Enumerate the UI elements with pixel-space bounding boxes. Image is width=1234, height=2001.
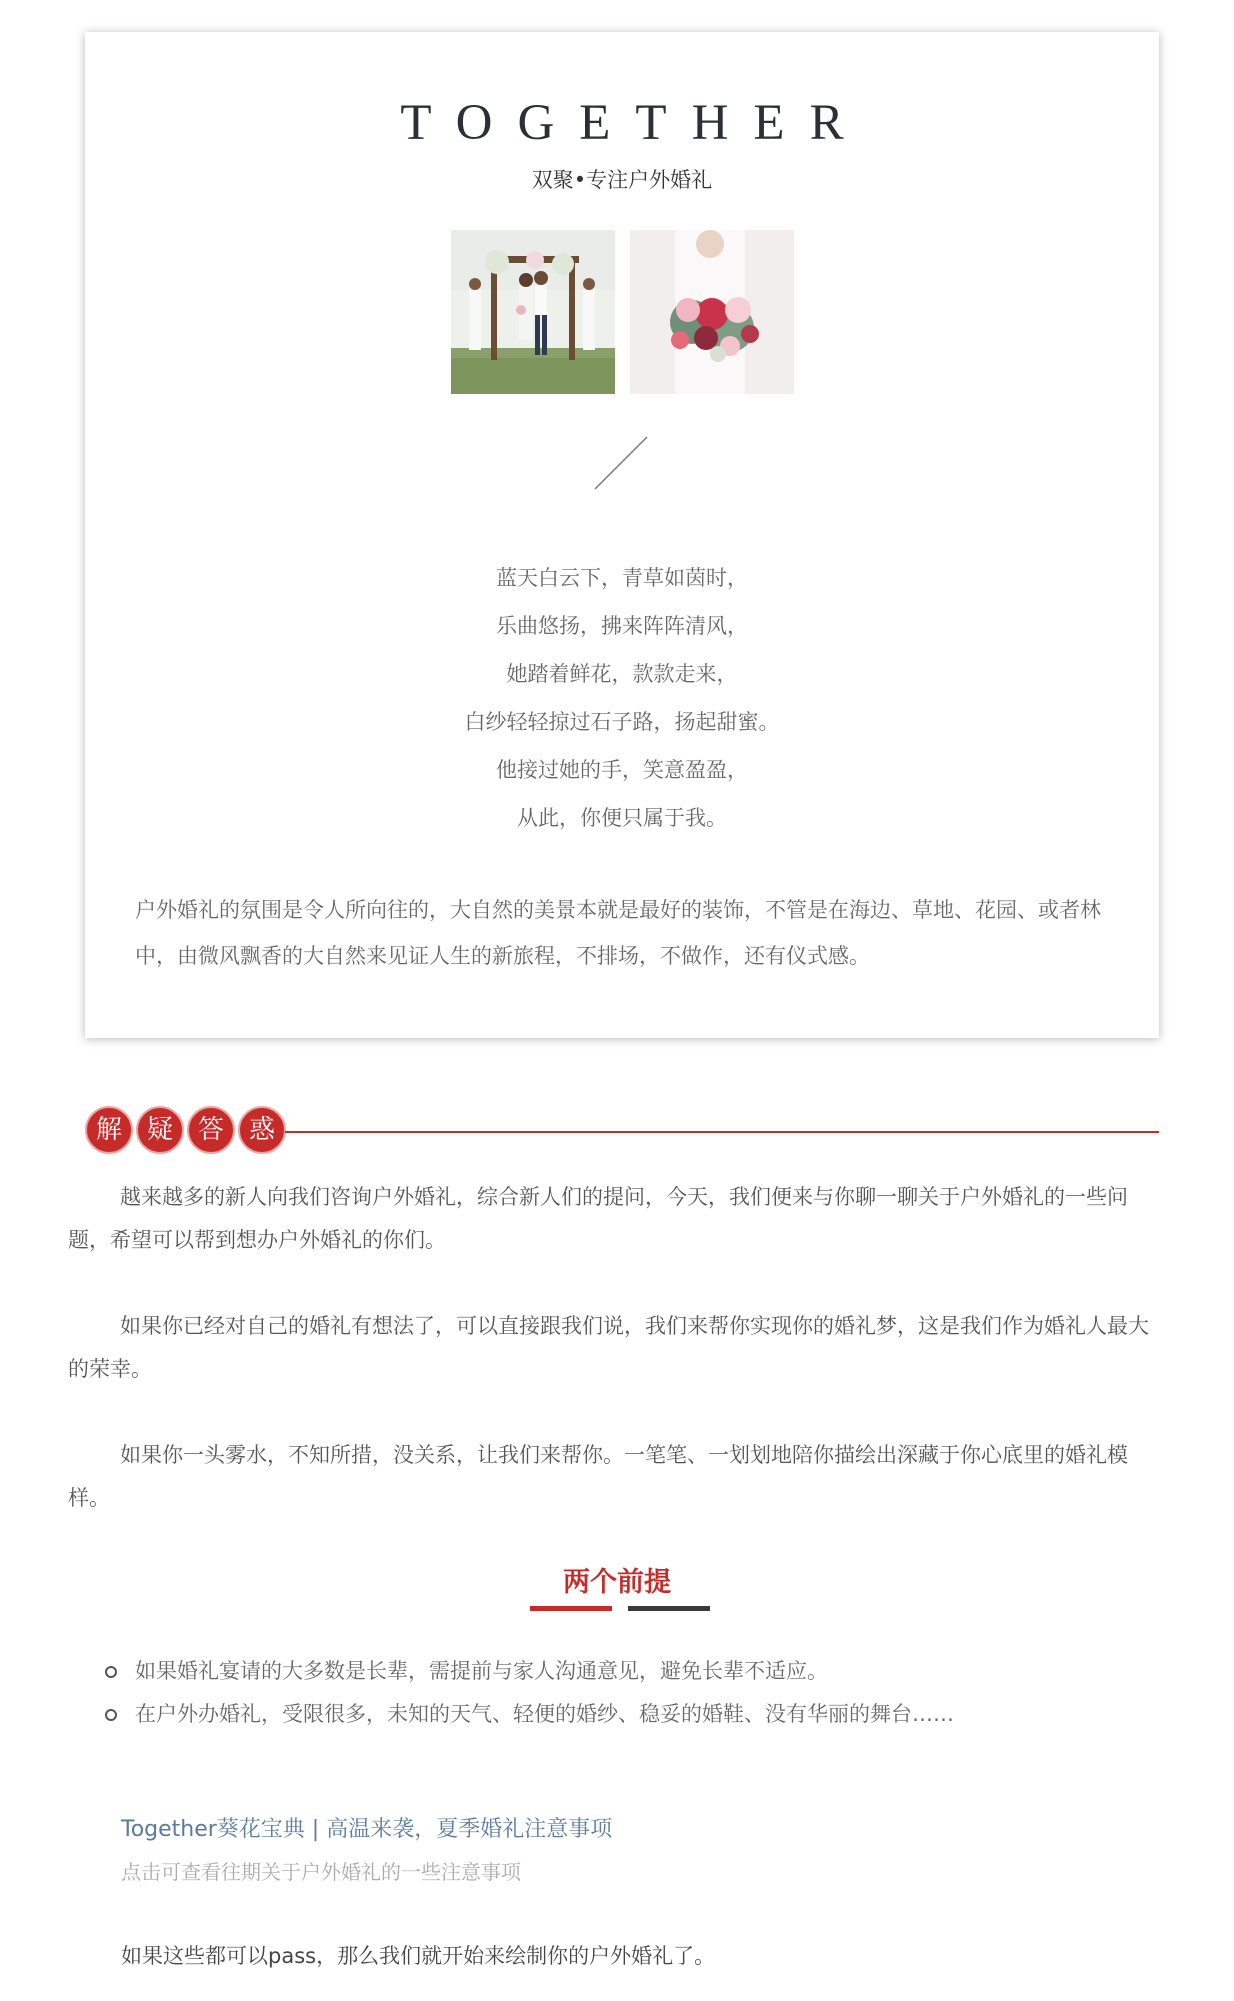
poem-line: 她踏着鲜花，款款走来， <box>506 662 738 686</box>
faq-badge: 解 <box>85 1106 133 1154</box>
premises-list <box>105 1650 954 1736</box>
bridal-bouquet-photo <box>630 230 794 394</box>
bullet-circle-icon <box>105 1709 117 1721</box>
decorative-slash-divider <box>593 435 649 491</box>
title-underline-dark <box>628 1606 710 1611</box>
faq-badge-group <box>85 1106 286 1154</box>
intro-paragraph: 户外婚礼的氛围是令人所向往的，大自然的美景本就是最好的装饰，不管是在海边、草地、花园、或者林中，由微风飘香的大自然来见证人生的新旅程，不排场，不做作，还有仪式感。 <box>135 898 1101 968</box>
poem-line: 从此，你便只属于我。 <box>517 806 727 830</box>
faq-section-header <box>85 1106 1159 1158</box>
poem-line: 蓝天白云下，青草如茵时， <box>496 566 748 590</box>
closing-sentence: 如果这些都可以pass，那么我们就开始来绘制你的户外婚礼了。 <box>121 1944 716 1968</box>
faq-badge: 惑 <box>238 1106 286 1154</box>
poem-line: 白纱轻轻掠过石子路，扬起甜蜜。 <box>464 710 780 734</box>
article-link-caption: 点击可查看往期关于户外婚礼的一些注意事项 <box>121 1860 521 1884</box>
faq-badge: 答 <box>187 1106 235 1154</box>
article-link[interactable]: Together葵花宝典 | 高温来袭，夏季婚礼注意事项 <box>121 1817 613 1842</box>
poem-line: 他接过她的手，笑意盈盈， <box>496 758 748 782</box>
faq-paragraph: 越来越多的新人向我们咨询户外婚礼，综合新人们的提问，今天，我们便来与你聊一聊关于户外婚礼的一些问题，希望可以帮到想办户外婚礼的你们。 <box>68 1185 1128 1252</box>
faq-badge: 疑 <box>136 1106 184 1154</box>
brand-subtitle: 双聚•专注户外婚礼 <box>531 168 713 192</box>
wedding-couple-photo <box>451 230 615 394</box>
list-item-text: 在户外办婚礼，受限很多，未知的天气、轻便的婚纱、稳妥的婚鞋、没有华丽的舞台…… <box>135 1702 954 1726</box>
title-underline-red <box>530 1606 612 1611</box>
poem-block <box>85 554 1159 842</box>
list-item-text: 如果婚礼宴请的大多数是长辈，需提前与家人沟通意见，避免长辈不适应。 <box>135 1659 828 1683</box>
faq-paragraph: 如果你已经对自己的婚礼有想法了，可以直接跟我们说，我们来帮你实现你的婚礼梦，这是我们作为婚礼人最大的荣幸。 <box>68 1314 1149 1381</box>
intro-card <box>85 32 1159 1038</box>
faq-paragraph: 如果你一头雾水，不知所措，没关系，让我们来帮你。一笔笔、一划划地陪你描绘出深藏于你心底里的婚礼模样。 <box>68 1443 1128 1510</box>
bullet-circle-icon <box>105 1666 117 1678</box>
poem-line: 乐曲悠扬，拂来阵阵清风， <box>496 614 748 638</box>
brand-title: TOGETHER <box>400 95 869 151</box>
list-item <box>105 1693 954 1736</box>
faq-header-rule <box>285 1131 1159 1133</box>
premises-title: 两个前提 <box>563 1567 671 1598</box>
list-item <box>105 1650 954 1693</box>
